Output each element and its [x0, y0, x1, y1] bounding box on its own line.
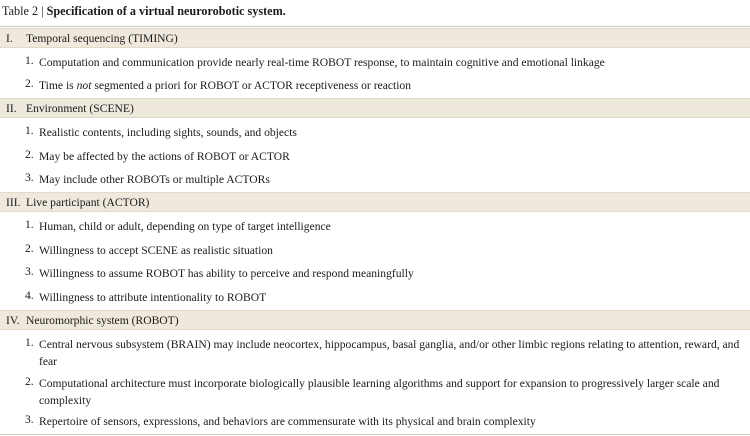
item-text: Repertoire of sensors, expressions, and behaviors are commensurate with its physical and brain complexity	[39, 415, 536, 428]
item-number: 2.	[25, 375, 34, 388]
section-number: I.	[6, 32, 13, 45]
item-number: 4.	[25, 289, 34, 302]
section-number: IV.	[6, 314, 20, 327]
table-caption	[2, 4, 286, 19]
section-header-scene	[0, 98, 750, 118]
section-label: Live participant (ACTOR)	[26, 196, 150, 209]
item-text: May be affected by the actions of ROBOT or ACTOR	[39, 150, 290, 163]
item-number: 3.	[25, 265, 34, 278]
section-number: II.	[6, 102, 17, 115]
item-number: 1.	[25, 218, 34, 231]
item-text: Computational architecture must incorporate biologically plausible learning algorithms and support for expansion to progressively larger scale and complexity	[39, 377, 720, 407]
item-text: Human, child or adult, depending on type of target intelligence	[39, 220, 331, 233]
section-label: Neuromorphic system (ROBOT)	[26, 314, 179, 327]
item-text: Willingness to assume ROBOT has ability to perceive and respond meaningfully	[39, 267, 414, 280]
item-text-emphasis: not	[76, 79, 92, 92]
item-text-part: Time is	[39, 79, 77, 92]
section-header-actor	[0, 192, 750, 212]
table-number: Table 2 |	[2, 4, 47, 18]
section-label: Temporal sequencing (TIMING)	[26, 32, 178, 45]
item-text: Realistic contents, including sights, sounds, and objects	[39, 126, 297, 139]
item-text: Central nervous subsystem (BRAIN) may include neocortex, hippocampus, basal ganglia, and/or other limbic regions relating to attention, reward, and fear	[39, 338, 740, 368]
item-number: 1.	[25, 54, 34, 67]
item-text-part: segmented a priori for ROBOT or ACTOR receptiveness or reaction	[91, 79, 412, 92]
bottom-rule	[0, 434, 750, 435]
section-header-robot	[0, 310, 750, 330]
item-text: Willingness to attribute intentionality to ROBOT	[39, 291, 267, 304]
item-number: 3.	[25, 171, 34, 184]
table-title: Specification of a virtual neurorobotic system.	[46, 4, 286, 18]
section-number: III.	[6, 196, 21, 209]
section-label: Environment (SCENE)	[26, 102, 134, 115]
table-caption-bar	[0, 0, 750, 26]
item-text	[39, 77, 741, 94]
top-rule	[0, 26, 750, 27]
item-number: 1.	[25, 124, 34, 137]
item-text: Computation and communication provide nearly real-time ROBOT response, to maintain cognitive and emotional linkage	[39, 56, 605, 69]
item-number: 2.	[25, 242, 34, 255]
item-number: 2.	[25, 77, 34, 90]
item-text: May include other ROBOTs or multiple ACTORs	[39, 173, 270, 186]
item-number: 3.	[25, 413, 34, 426]
item-text: Willingness to accept SCENE as realistic situation	[39, 244, 273, 257]
item-number: 1.	[25, 336, 34, 349]
item-number: 2.	[25, 148, 34, 161]
section-header-timing	[0, 28, 750, 48]
